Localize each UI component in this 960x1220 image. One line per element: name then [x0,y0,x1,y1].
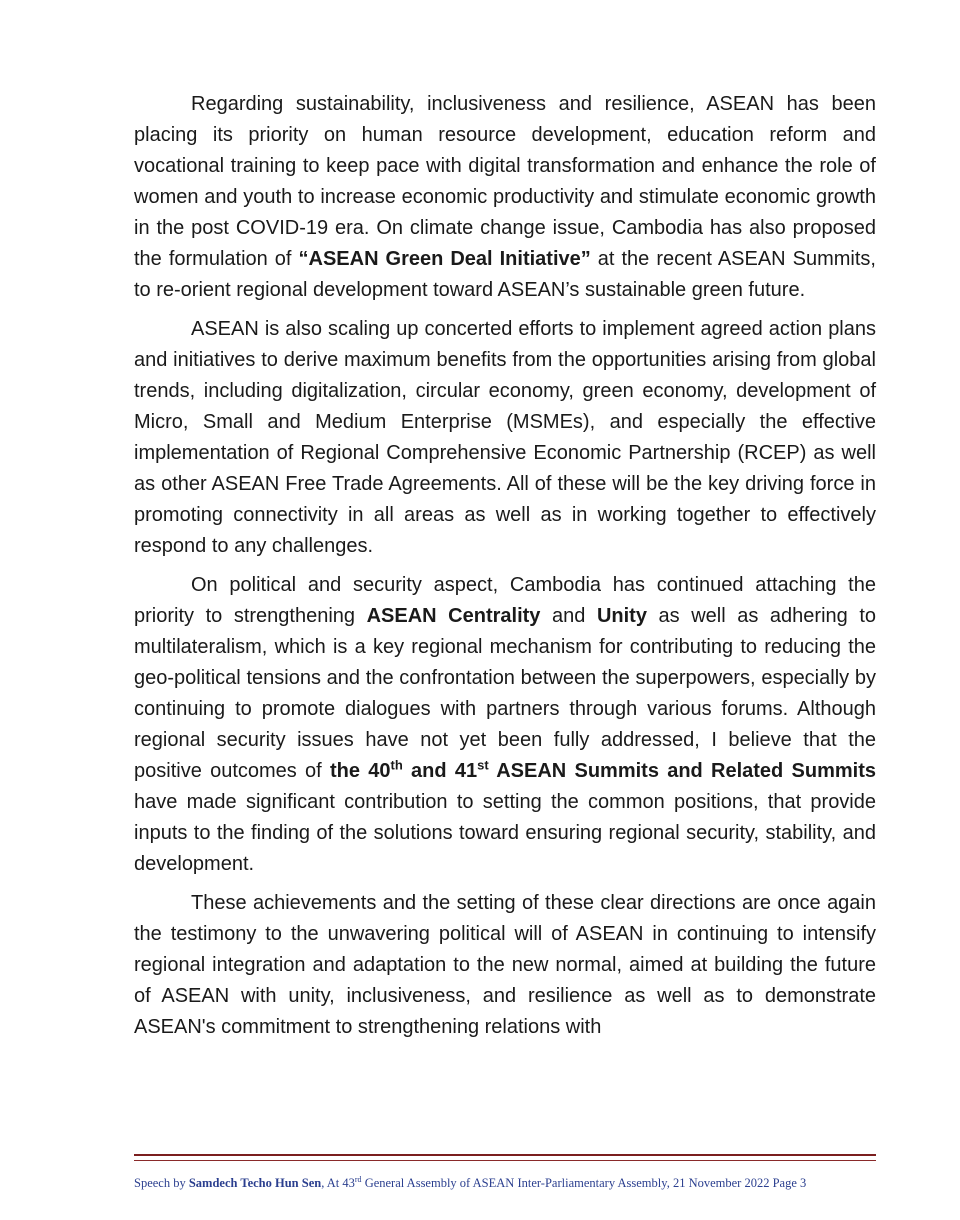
paragraph-text: and [540,605,597,627]
paragraph-political-security [134,570,876,880]
paragraph-text: at the recent ASEAN Summits, to re-orient regional development toward ASEAN’s sustainable green future. [134,248,876,301]
paragraph-text: On political and security aspect, Cambodia has continued attaching the priority to strengthening [134,574,876,627]
bold-asean-centrality: ASEAN Centrality [366,605,541,627]
paragraph-global-trends [134,314,876,562]
footer-text: Speech by [134,1176,189,1191]
footer-speaker: Samdech Techo Hun Sen [188,1176,322,1191]
paragraph-text: have made significant contribution to setting the common positions, that provide inputs to the finding of the solutions toward ensuring regional security, stability, and development. [134,791,876,875]
paragraph-achievements [134,888,876,1043]
superscript-st: st [477,757,489,773]
bold-summits-part: and 41 [402,760,478,782]
bold-summits [330,757,876,782]
paragraph-text: as well as adhering to multilateralism, which is a key regional mechanism for contributing to reducing the geo-political tensions and the confrontation between the superpowers, especially by continuing to promote dialogues with partners through various forums. Although regional security issues have not yet been fully addressed, I believe that the positive outcomes of [134,605,877,782]
paragraph-text: These achievements and the setting of these clear directions are once again the testimony to the unwavering political will of ASEAN in continuing to intensify regional integration and adaptation to the new normal, aimed at building the future of ASEAN with unity, inclusiveness, and resilience as well as to demonstrate ASEAN's commitment to strengthening relations with [134,892,876,1038]
bold-summits-part: ASEAN Summits and Related Summits [488,760,876,782]
bold-summits-part: the 40 [330,760,391,782]
paragraph-text: Regarding sustainability, inclusiveness and resilience, ASEAN has been placing its priority on human resource development, education reform and vocational training to keep pace with digital transformation and enhance the role of women and youth to increase economic productivity and stimulate economic growth in the post COVID-19 era. On climate change issue, Cambodia has also proposed the formulation of [134,93,876,270]
footer-text: General Assembly of ASEAN Inter-Parliamentary Assembly, 21 November 2022 Page 3 [361,1176,807,1191]
footer-rule-thick [134,1154,876,1156]
bold-unity: Unity [596,605,647,627]
bold-green-deal: “ASEAN Green Deal Initiative” [298,248,591,270]
footer-rule-thin [134,1160,876,1161]
paragraph-sustainability [134,89,876,306]
page-footer [134,1175,876,1191]
paragraph-text: ASEAN is also scaling up concerted efforts to implement agreed action plans and initiatives to derive maximum benefits from the opportunities arising from global trends, including digitalization, circular economy, green economy, development of Micro, Small and Medium Enterprise (MSMEs), and especially the effective implementation of Regional Comprehensive Economic Partnership (RCEP) as well as other ASEAN Free Trade Agreements. All of these will be the key driving force in promoting connectivity in all areas as well as in working together to effectively respond to any challenges. [134,318,876,557]
document-body [134,89,876,1051]
footer-superscript: rd [354,1175,362,1184]
footer-text: , At 43 [321,1176,355,1191]
superscript-th: th [390,757,403,773]
